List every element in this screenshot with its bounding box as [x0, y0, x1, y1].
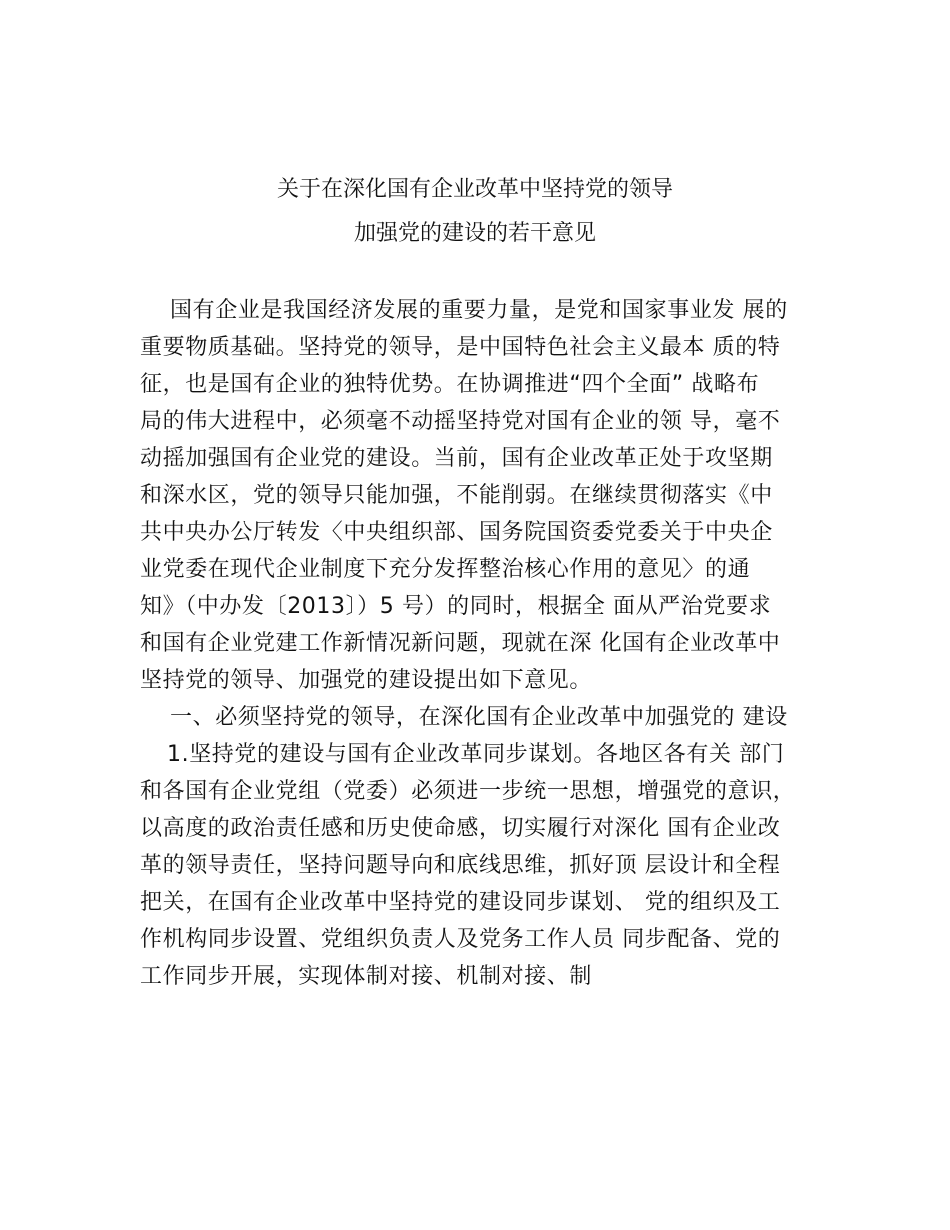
paragraph-line: 1.坚持党的建设与国有企业改革同步谋划。各地区各有关 部门: [167, 742, 785, 767]
paragraph-line: 局的伟大进程中，必须毫不动摇坚持党对国有企业的领 导，毫不: [140, 409, 781, 434]
paragraph-line: 知》（中办发〔2013〕）5 号）的同时，根据全 面从严治党要求: [140, 594, 772, 619]
paragraph-line: 以高度的政治责任感和历史使命感，切实履行对深化 国有企业改: [140, 816, 781, 841]
paragraph-line: 把关，在国有企业改革中坚持党的建设同步谋划、 党的组织及工: [140, 890, 781, 915]
paragraph-line: 工作同步开展，实现体制对接、机制对接、制: [140, 964, 593, 989]
title-line-1: 关于在深化国有企业改革中坚持党的领导: [276, 177, 673, 202]
section-heading: 一、必须坚持党的领导，在深化国有企业改革中加强党的 建设: [170, 705, 788, 730]
paragraph-line: 作机构同步设置、党组织负责人及党务工作人员 同步配备、党的: [140, 927, 781, 952]
document-title: [0, 168, 950, 256]
paragraph-line: 共中央办公厅转发〈中央组织部、国务院国资委党委关于中央企: [140, 520, 773, 545]
paragraph-line: 国有企业是我国经济发展的重要力量，是党和国家事业发 展的: [170, 298, 788, 323]
title-line-2: 加强党的建设的若干意见: [353, 221, 596, 246]
paragraph-line: 和各国有企业党组（党委）必须进一步统一思想，增强党的意识，: [140, 779, 796, 804]
paragraph-line: 和国有企业党建工作新情况新问题，现就在深 化国有企业改革中: [140, 631, 781, 656]
paragraph-line: 征，也是国有企业的独特优势。在协调推进“四个全面” 战略布: [140, 372, 760, 397]
document-body: [140, 292, 820, 995]
paragraph-line: 革的领导责任，坚持问题导向和底线思维，抓好顶 层设计和全程: [140, 853, 781, 878]
paragraph-line: 业党委在现代企业制度下充分发挥整治核心作用的意见〉的通: [140, 557, 751, 582]
paragraph-line: 坚持党的领导、加强党的建设提出如下意见。: [140, 668, 593, 693]
paragraph-line: 动摇加强国有企业党的建设。当前，国有企业改革正处于攻坚期: [140, 446, 773, 471]
paragraph-line: 重要物质基础。坚持党的领导，是中国特色社会主义最本 质的特: [140, 335, 781, 360]
paragraph-line: 和深水区，党的领导只能加强，不能削弱。在继续贯彻落实《中: [140, 483, 773, 508]
